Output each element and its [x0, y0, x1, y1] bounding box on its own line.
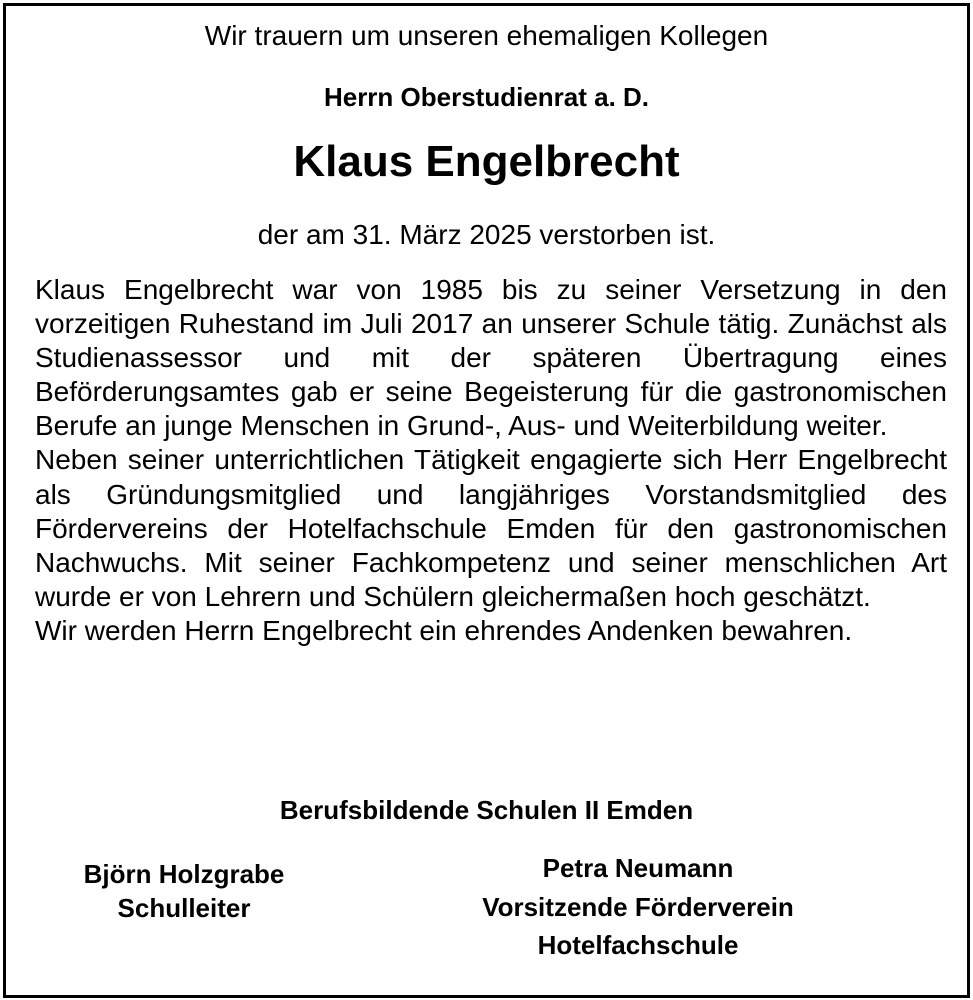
signatory-role: Vorsitzende Förderverein [482, 891, 794, 922]
date-of-death-line: der am 31. März 2025 verstorben ist. [257, 219, 716, 250]
honorific-title: Herrn Oberstudienrat a. D. [323, 82, 650, 112]
deceased-name: Klaus Engelbrecht [293, 137, 680, 186]
tribute-paragraph-engagement: Neben seiner unterrichtlichen Tätigkeit engagierte sich Herr Engelbrecht als Gründungsmitglied und langjähriges Vorstandsmitglied des Fördervereins der Hotelfachschule Emden für den gastronomischen Nachwuchs. Mit seiner Fachkompetenz und seiner menschlichen Art wurde er von Lehrern und Schülern gleichermaßen hoch geschätzt. [35, 444, 947, 612]
signature-association-chair [408, 849, 868, 965]
signatory-name: Petra Neumann [542, 853, 734, 883]
school-name: Berufsbildende Schulen II Emden [279, 795, 694, 825]
tribute-paragraph-career: Klaus Engelbrecht war von 1985 bis zu seiner Versetzung in den vorzeitigen Ruhestand im Juli 2017 an unserer Schule tätig. Zunächst als Studienassessor und mit der späteren Übertragung eines Beförderungsamtes gab er seine Begeisterung für die gastronomischen Berufe an junge Menschen in Grund-, Aus- und Weiterbildung weiter. [35, 274, 947, 442]
signature-principal [34, 857, 334, 925]
tribute-text [35, 273, 947, 648]
tribute-paragraph-closing: Wir werden Herrn Engelbrecht ein ehrendes Andenken bewahren. [35, 614, 853, 646]
signatory-name: Björn Holzgrabe [83, 859, 285, 889]
obituary-notice [3, 3, 970, 998]
signatory-role: Schulleiter [117, 893, 251, 923]
signatory-role-continued: Hotelfachschule [537, 930, 739, 960]
intro-line: Wir trauern um unseren ehemaligen Kollegen [204, 20, 769, 51]
